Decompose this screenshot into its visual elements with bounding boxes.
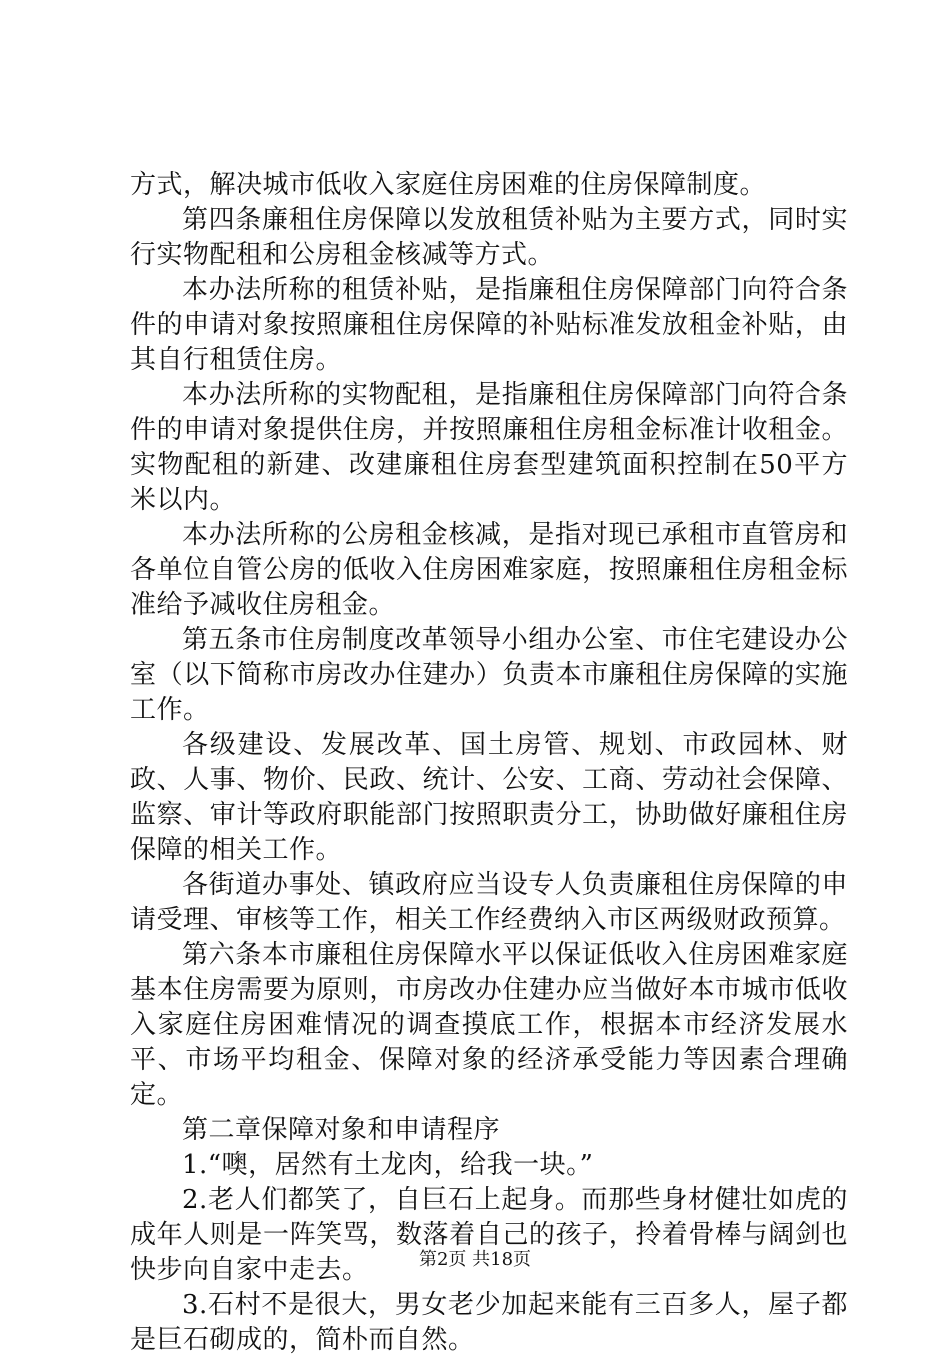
- paragraph-continuation: 方式，解决城市低收入家庭住房困难的住房保障制度。: [130, 170, 767, 200]
- paragraph-rental-subsidy: 本办法所称的租赁补贴，是指廉租住房保障部门向符合条件的申请对象按照廉租住房保障的补贴标准发放租金补贴，由其自行租赁住房。: [130, 275, 848, 375]
- chapter-heading: 第二章保障对象和申请程序: [182, 1115, 501, 1145]
- document-body: [130, 168, 848, 1358]
- page-number-label: 第2页 共18页: [418, 1249, 532, 1270]
- paragraph-street-offices: 各街道办事处、镇政府应当设专人负责廉租住房保障的申请受理、审核等工作，相关工作经费纳入市区两级财政预算。: [130, 870, 848, 935]
- page-footer: [0, 1245, 950, 1271]
- numbered-item-1: 1.“噢，居然有土龙肉，给我一块。”: [182, 1150, 594, 1180]
- paragraph-departments: 各级建设、发展改革、国土房管、规划、市政园林、财政、人事、物价、民政、统计、公安、工商、劳动社会保障、监察、审计等政府职能部门按照职责分工，协助做好廉租住房保障的相关工作。: [130, 730, 848, 865]
- paragraph-article-6: 第六条本市廉租住房保障水平以保证低收入住房困难家庭基本住房需要为原则，市房改办住建办应当做好本市城市低收入家庭住房困难情况的调查摸底工作，根据本市经济发展水平、市场平均租金、保障对象的经济承受能力等因素合理确定。: [130, 940, 848, 1110]
- paragraph-article-4: 第四条廉租住房保障以发放租赁补贴为主要方式，同时实行实物配租和公房租金核减等方式。: [130, 205, 848, 270]
- numbered-item-2: 2.老人们都笑了，自巨石上起身。而那些身材健壮如虎的成年人则是一阵笑骂，数落着自己的孩子，拎着骨棒与阔剑也快步向自家中走去。: [130, 1185, 848, 1285]
- paragraph-rent-reduction: 本办法所称的公房租金核减，是指对现已承租市直管房和各单位自管公房的低收入住房困难家庭，按照廉租住房租金标准给予减收住房租金。: [130, 520, 848, 620]
- numbered-item-3: 3.石村不是很大，男女老少加起来能有三百多人，屋子都是巨石砌成的，简朴而自然。: [130, 1290, 848, 1355]
- paragraph-article-5: 第五条市住房制度改革领导小组办公室、市住宅建设办公室（以下简称市房改办住建办）负责本市廉租住房保障的实施工作。: [130, 625, 848, 725]
- paragraph-physical-allocation: 本办法所称的实物配租，是指廉租住房保障部门向符合条件的申请对象提供住房，并按照廉租住房租金标准计收租金。实物配租的新建、改建廉租住房套型建筑面积控制在50平方米以内。: [130, 380, 848, 515]
